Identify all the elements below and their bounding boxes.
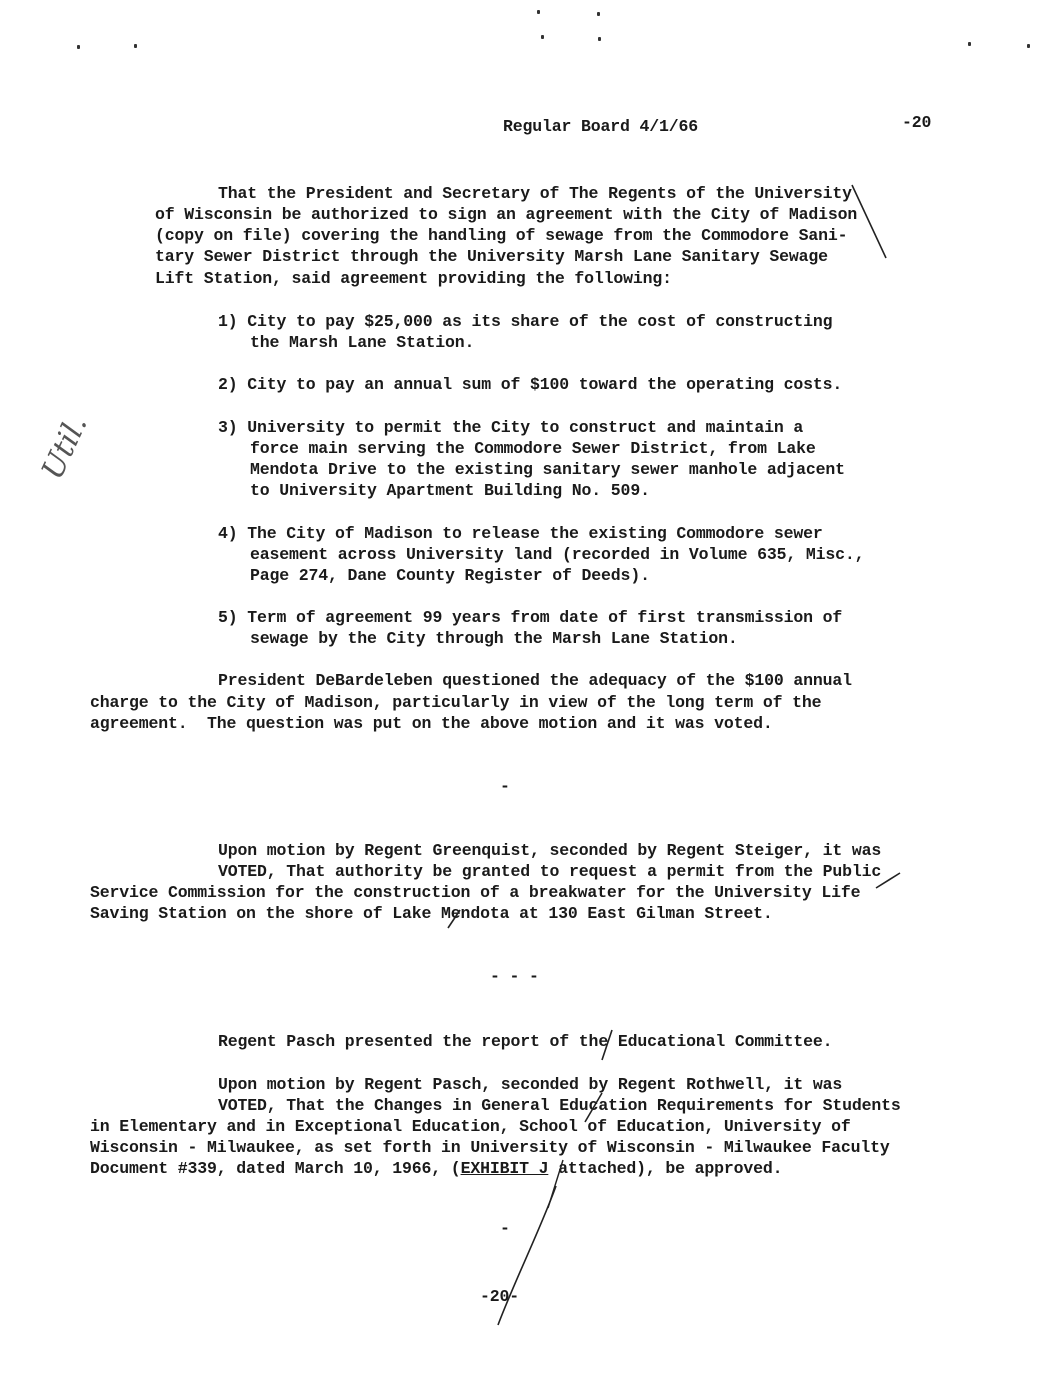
text-line: of Wisconsin be authorized to sign an agreement with the City of Madison	[155, 205, 858, 224]
scan-speck	[1027, 44, 1030, 48]
text-line: Page 274, Dane County Register of Deeds).	[250, 566, 650, 585]
text-line: 1) City to pay $25,000 as its share of the cost of constructing	[218, 312, 833, 331]
text-line: Upon motion by Regent Greenquist, seconded by Regent Steiger, it was	[218, 841, 882, 860]
text-line: sewage by the City through the Marsh Lane Station.	[250, 629, 738, 648]
text-line: VOTED, That the Changes in General Education Requirements for Students	[218, 1096, 901, 1115]
text-fragment: attached), be approved.	[548, 1159, 783, 1178]
text-line: Saving Station on the shore of Lake Mendota at 130 East Gilman Street.	[90, 904, 773, 923]
scan-speck	[134, 44, 137, 48]
paragraph-educational-report: Regent Pasch presented the report of the Educational Committee.	[218, 1032, 833, 1051]
exhibit-reference: EXHIBIT J	[460, 1159, 549, 1178]
text-line: 3) University to permit the City to construct and maintain a	[218, 418, 804, 437]
text-line: Upon motion by Regent Pasch, seconded by Regent Rothwell, it was	[218, 1075, 843, 1094]
text-line: 5) Term of agreement 99 years from date of first transmission of	[218, 608, 843, 627]
page-header-title: Regular Board 4/1/66	[503, 117, 699, 136]
text-line: President DeBardeleben questioned the adequacy of the $100 annual	[218, 671, 852, 690]
section-separator: - - -	[490, 967, 539, 986]
text-line: in Elementary and in Exceptional Education, School of Education, University of	[90, 1117, 851, 1136]
text-line: force main serving the Commodore Sewer District, from Lake	[250, 439, 816, 458]
text-line: tary Sewer District through the University Marsh Lane Sanitary Sewage	[155, 247, 828, 266]
text-line	[90, 1158, 782, 1179]
scan-speck	[598, 37, 601, 41]
text-line: Mendota Drive to the existing sanitary sewer manhole adjacent	[250, 460, 845, 479]
scan-speck	[77, 45, 80, 49]
text-line: That the President and Secretary of The Regents of the University	[218, 184, 852, 203]
scan-speck	[968, 42, 971, 46]
text-line: VOTED, That authority be granted to request a permit from the Public	[218, 862, 882, 881]
text-line: easement across University land (recorded in Volume 635, Misc.,	[250, 545, 865, 564]
text-line: 4) The City of Madison to release the existing Commodore sewer	[218, 524, 823, 543]
scan-speck	[597, 12, 600, 16]
text-line: agreement. The question was put on the above motion and it was voted.	[90, 714, 773, 733]
text-line: 2) City to pay an annual sum of $100 toward the operating costs.	[218, 375, 843, 394]
scan-speck	[537, 10, 540, 14]
text-line: (copy on file) covering the handling of sewage from the Commodore Sani-	[155, 226, 848, 245]
text-line: the Marsh Lane Station.	[250, 333, 475, 352]
text-line: Service Commission for the construction of a breakwater for the University Life	[90, 883, 861, 902]
section-separator: -	[500, 1219, 510, 1238]
scan-speck	[541, 35, 544, 39]
text-line: charge to the City of Madison, particularly in view of the long term of the	[90, 693, 822, 712]
section-separator: -	[500, 777, 510, 796]
text-line: Wisconsin - Milwaukee, as set forth in University of Wisconsin - Milwaukee Faculty	[90, 1138, 890, 1157]
handwritten-margin-note: Util.	[35, 410, 95, 485]
footer-page-number: -20-	[480, 1287, 520, 1306]
text-line: to University Apartment Building No. 509.	[250, 481, 650, 500]
text-line: Lift Station, said agreement providing the following:	[155, 269, 672, 288]
page-number: -20	[902, 113, 932, 132]
text-fragment: Document #339, dated March 10, 1966, (	[90, 1159, 461, 1178]
